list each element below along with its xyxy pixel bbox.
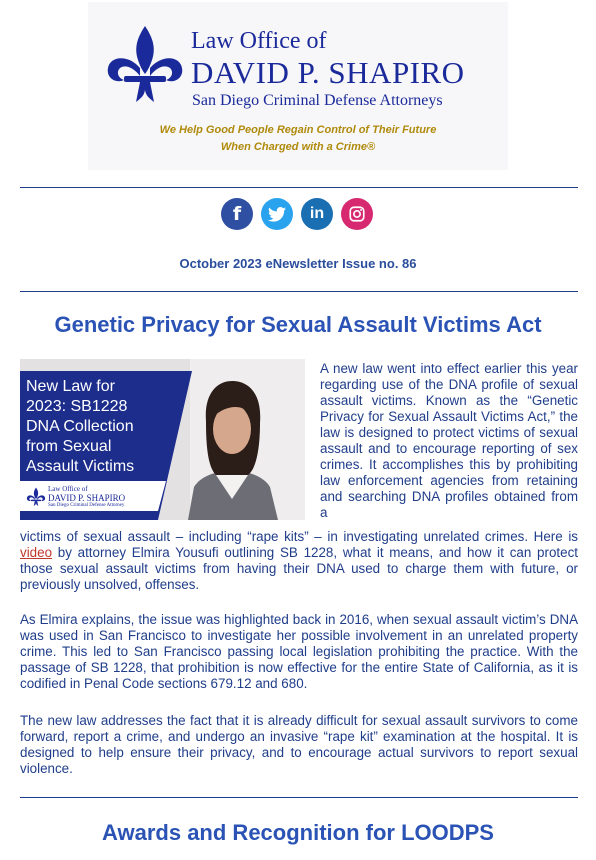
divider: [20, 291, 578, 292]
video-link[interactable]: video: [20, 545, 53, 560]
video-title-line5: Assault Victims: [26, 458, 135, 475]
video-thumbnail[interactable]: [20, 359, 305, 520]
fleur-de-lis-logo-icon: [104, 24, 186, 106]
video-title-line3: DNA Collection: [26, 418, 134, 435]
video-title-line1: New Law for: [26, 378, 115, 395]
firm-name-line3: San Diego Criminal Defense Attorneys: [192, 92, 443, 109]
video-title-line2: 2023: SB1228: [26, 398, 128, 415]
video-logo-line3: San Diego Criminal Defense Attorney: [48, 503, 125, 508]
article-paragraph-2: As Elmira explains, the issue was highlighted back in 2016, when sexual assault victim’s DNA was used in San Francisco to investigate her possible involvement in an unrelated property crime. This led to San Francisco passing local legislation prohibiting the practice. With the passage of SB 1228, that prohibition is now effective for the entire State of California, as it is codified in Penal Code sections 679.12 and 680.: [20, 612, 578, 691]
tagline-line2: When Charged with a Crime®: [220, 141, 376, 153]
twitter-icon[interactable]: [261, 198, 293, 230]
issue-label: October 2023 eNewsletter Issue no. 86: [179, 256, 417, 271]
divider: [20, 187, 578, 188]
video-logo-line1: Law Office of: [48, 485, 88, 493]
article-paragraph-3: The new law addresses the fact that it is already difficult for sexual assault survivors to come forward, report a crime, and undergo an invasive “rape kit” examination at the hospital. It is designed to help ensure their privacy, and to encourage actual survivors to report sexual violence.: [20, 713, 578, 776]
fleur-de-lis-mini-icon: [26, 487, 46, 507]
linkedin-icon[interactable]: in: [301, 198, 333, 230]
section-title: Awards and Recognition for LOODPS: [102, 820, 494, 845]
video-title-line4: from Sexual: [26, 438, 112, 455]
instagram-icon[interactable]: [341, 198, 373, 230]
tagline-line1: We Help Good People Regain Control of Their Future: [159, 124, 437, 136]
paragraph-text: victims of sexual assault – including “rape kits” – in investigating unrelated crimes. Here is: [20, 529, 578, 544]
paragraph-text: by attorney Elmira Yousufi outlining SB 1228, what it means, and how it can protect those sexual assault victims from having their DNA used to charge them with future, or previously unsolved, offenses.: [20, 545, 578, 592]
facebook-icon[interactable]: f: [221, 198, 253, 230]
video-logo-line2: DAVID P. SHAPIRO: [48, 493, 126, 503]
article-paragraph-continued: [20, 529, 578, 593]
firm-name-line1: Law Office of: [191, 28, 327, 54]
divider: [20, 797, 578, 798]
article-paragraph-side: A new law went into effect earlier this year regarding use of the DNA profile of sexual assault victims. Known as the “Genetic Privacy for Sexual Assault Victims Act,” the law is designed to protect victims of sexual assault and to encourage reporting of sex crimes. It accomplishes this by prohibiting law enforcement agencies from retaining and searching DNA profiles obtained from a: [320, 361, 578, 520]
firm-name-line2: DAVID P. SHAPIRO: [191, 55, 465, 90]
article-title: Genetic Privacy for Sexual Assault Victims Act: [54, 312, 542, 337]
